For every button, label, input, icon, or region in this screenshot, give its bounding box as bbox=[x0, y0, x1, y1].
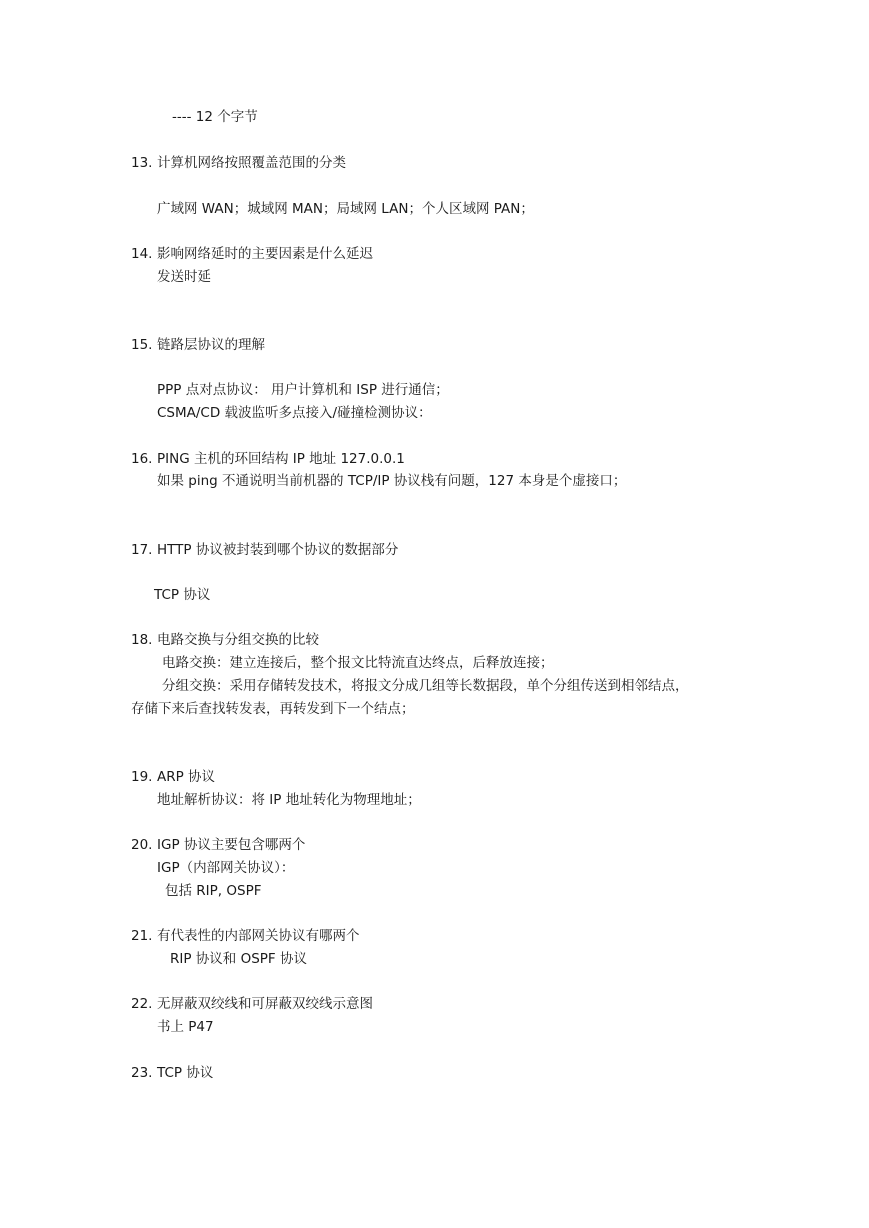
question-15 bbox=[131, 336, 265, 354]
question-text: 链路层协议的理解 bbox=[157, 337, 265, 353]
question-number: 23. bbox=[131, 1065, 153, 1081]
question-17 bbox=[131, 541, 398, 559]
question-text: 计算机网络按照覆盖范围的分类 bbox=[157, 155, 346, 171]
question-14 bbox=[131, 245, 373, 263]
question-23 bbox=[131, 1064, 213, 1082]
question-text: ARP 协议 bbox=[157, 769, 216, 785]
question-16 bbox=[131, 450, 405, 468]
answer-18-packet: 分组交换：采用存储转发技术，将报文分成几组等长数据段，单个分组传送到相邻结点， bbox=[162, 678, 689, 694]
question-number: 19. bbox=[131, 769, 153, 785]
answer-15-ppp: PPP 点对点协议： 用户计算机和 ISP 进行通信； bbox=[157, 382, 449, 398]
answer-17: TCP 协议 bbox=[154, 587, 211, 603]
question-text: TCP 协议 bbox=[157, 1065, 214, 1081]
answer-20-igp: IGP（内部网关协议）： bbox=[157, 860, 295, 876]
continuation-line: ---- 12 个字节 bbox=[172, 109, 258, 125]
question-22 bbox=[131, 995, 373, 1013]
question-18 bbox=[131, 631, 319, 649]
question-text: PING 主机的环回结构 IP 地址 127.0.0.1 bbox=[157, 451, 405, 467]
question-text: IGP 协议主要包含哪两个 bbox=[157, 837, 306, 853]
question-number: 18. bbox=[131, 632, 153, 648]
question-number: 16. bbox=[131, 451, 153, 467]
answer-20-includes: 包括 RIP, OSPF bbox=[165, 883, 262, 899]
question-text: 有代表性的内部网关协议有哪两个 bbox=[157, 928, 360, 944]
question-text: 影响网络延时的主要因素是什么延迟 bbox=[157, 246, 373, 262]
question-number: 17. bbox=[131, 542, 153, 558]
answer-21: RIP 协议和 OSPF 协议 bbox=[170, 951, 307, 967]
answer-19: 地址解析协议：将 IP 地址转化为物理地址； bbox=[157, 792, 421, 808]
question-20 bbox=[131, 836, 305, 854]
question-number: 22. bbox=[131, 996, 153, 1012]
question-number: 13. bbox=[131, 155, 153, 171]
question-19 bbox=[131, 768, 215, 786]
answer-13: 广域网 WAN；城域网 MAN；局域网 LAN；个人区域网 PAN； bbox=[157, 201, 534, 217]
answer-18-circuit: 电路交换：建立连接后，整个报文比特流直达终点，后释放连接； bbox=[162, 655, 554, 671]
question-13 bbox=[131, 154, 346, 172]
question-number: 15. bbox=[131, 337, 153, 353]
question-text: 电路交换与分组交换的比较 bbox=[157, 632, 319, 648]
question-number: 14. bbox=[131, 246, 153, 262]
answer-22: 书上 P47 bbox=[157, 1019, 214, 1035]
answer-18-packet-cont: 存储下来后查找转发表，再转发到下一个结点； bbox=[131, 701, 415, 717]
question-number: 20. bbox=[131, 837, 153, 853]
question-text: HTTP 协议被封装到哪个协议的数据部分 bbox=[157, 542, 399, 558]
question-number: 21. bbox=[131, 928, 153, 944]
answer-16: 如果 ping 不通说明当前机器的 TCP/IP 协议栈有问题，127 本身是个虚接口； bbox=[157, 473, 627, 489]
question-21 bbox=[131, 927, 360, 945]
question-text: 无屏蔽双绞线和可屏蔽双绞线示意图 bbox=[157, 996, 373, 1012]
answer-15-csmacd: CSMA/CD 载波监听多点接入/碰撞检测协议： bbox=[157, 405, 432, 421]
answer-14: 发送时延 bbox=[157, 269, 211, 285]
